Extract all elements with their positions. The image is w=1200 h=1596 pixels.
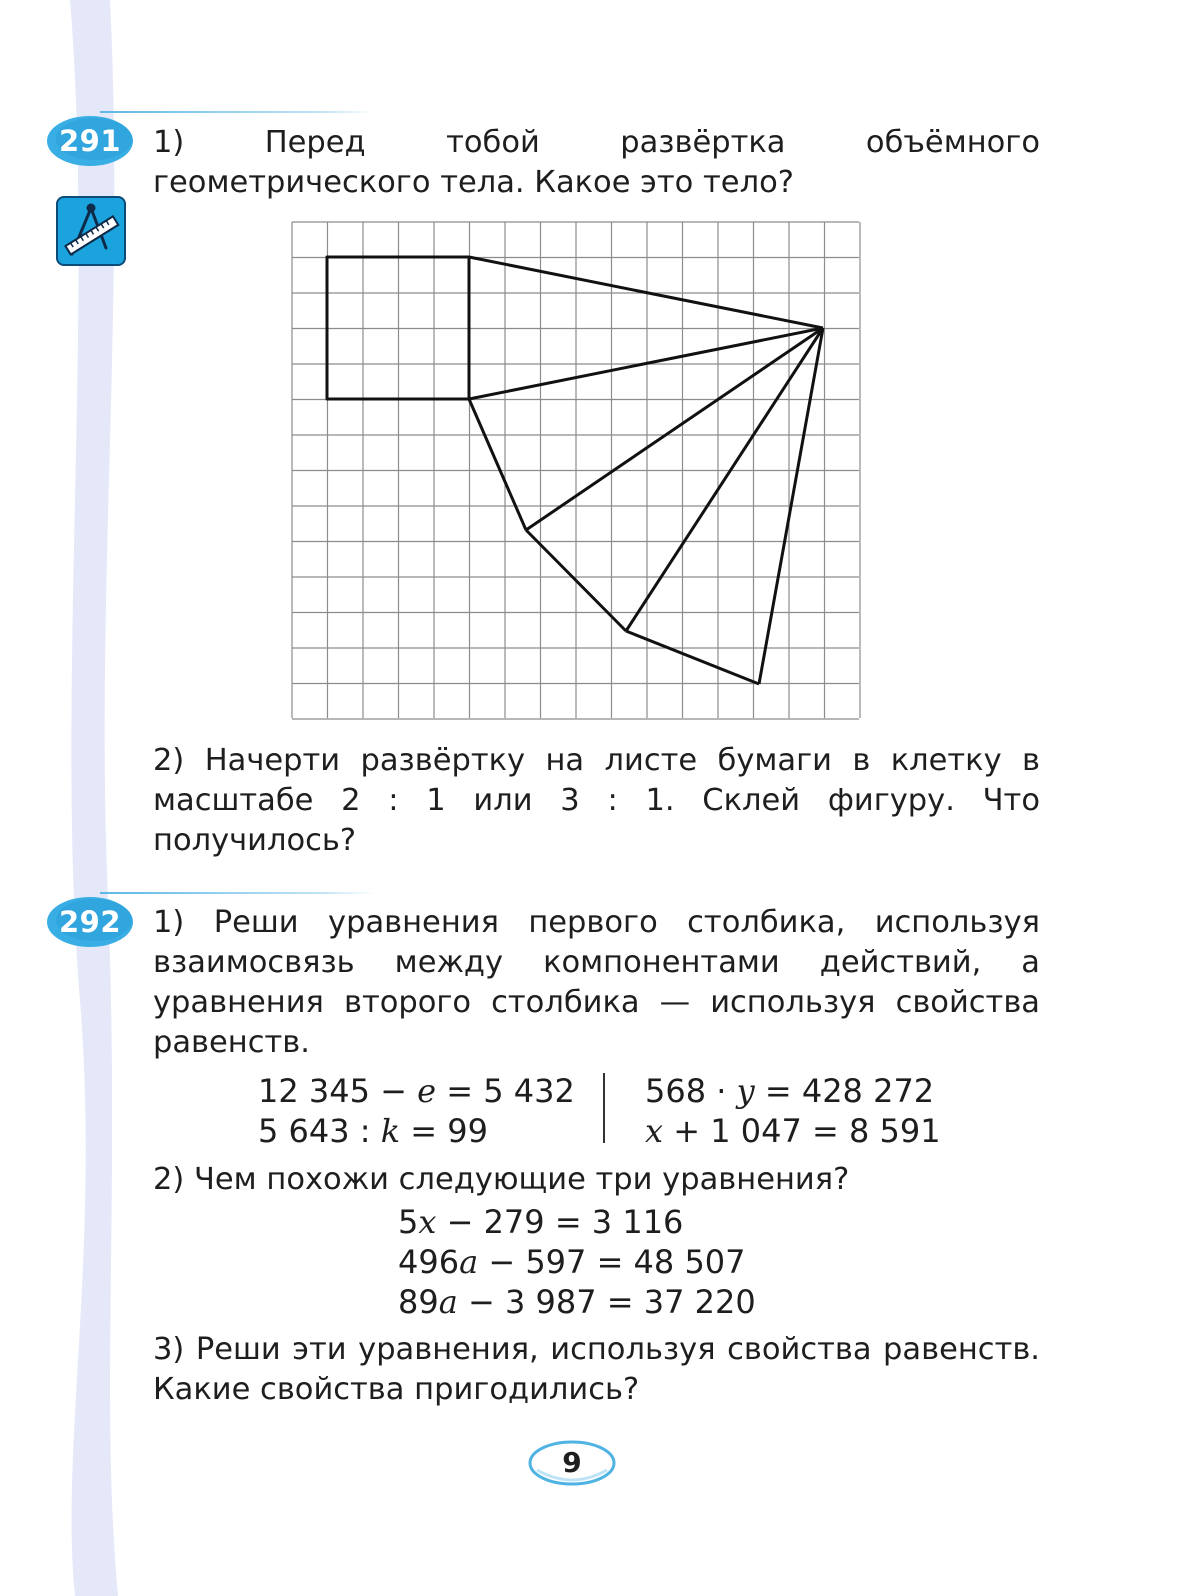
page-number-badge [527,1438,617,1488]
column-divider [603,1073,605,1143]
task-292-part2: 2) Чем похожи следующие три уравнения? [153,1162,850,1197]
page-number: 9 [562,1445,582,1479]
task-291-badge [46,113,134,169]
equation: 568 · y = 428 272 [645,1072,935,1110]
task-292-number: 292 [58,905,122,939]
task-292-part1: 1) Реши уравнения первого столбика, используя взаимосвязь между компонентами действий, а уравнения второго столбика — используя свойства равенств. [153,905,1040,1060]
task-291-part1: 1) Перед тобой развёртка объёмного геометрического тела. Какое это тело? [153,125,1040,200]
task-292-rule [100,892,375,894]
task-292-badge [46,894,134,950]
equation: 89a − 3 987 = 37 220 [398,1283,756,1321]
equation: 5 643 : k = 99 [258,1112,488,1150]
equation: 496a − 597 = 48 507 [398,1243,746,1281]
compass-ruler-icon [56,196,126,266]
task-291-number: 291 [58,124,122,158]
equation: x + 1 047 = 8 591 [645,1112,941,1150]
task-291-part2: 2) Начерти развёртку на листе бумаги в клетку в масштабе 2 : 1 или 3 : 1. Склей фигуру. Что получилось? [153,743,1040,858]
equation: 12 345 − e = 5 432 [258,1072,575,1110]
net-edge [469,399,526,530]
net-edge [626,631,759,684]
net-edge [626,328,823,631]
task-291-rule [100,111,375,113]
equation: 5x − 279 = 3 116 [398,1203,684,1241]
task-292-part3: 3) Реши эти уравнения, используя свойства равенств. Какие свойства пригодились? [153,1332,1040,1407]
pyramid-net-drawing [291,221,861,725]
